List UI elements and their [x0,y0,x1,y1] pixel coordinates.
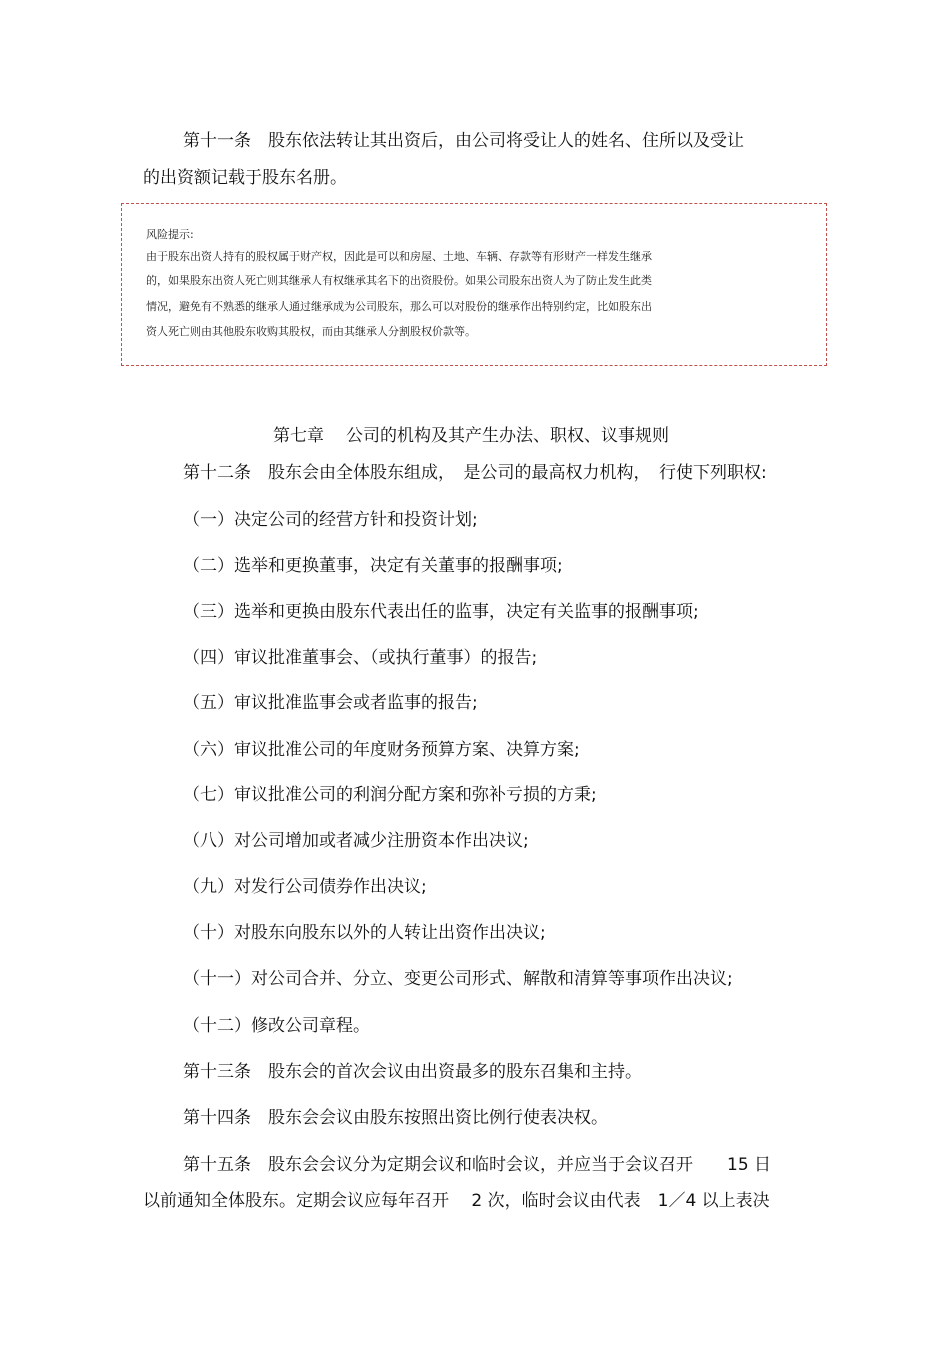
list-item: （七）审议批准公司的利润分配方案和弥补亏损的方秉; [183,785,597,805]
list-item: （十一）对公司合并、分立、变更公司形式、解散和清算等事项作出决议; [183,969,733,989]
risk-line-4: 资人死亡则由其他股东收购其股权，而由其继承人分割股权价款等。 [146,325,476,338]
risk-title: 风险提示: [146,228,194,241]
risk-box [121,203,827,366]
list-item: （十）对股东向股东以外的人转让出资作出决议; [183,923,546,943]
list-item: （六）审议批准公司的年度财务预算方案、决算方案; [183,740,580,760]
article-14: 第十四条 股东会会议由股东按照出资比例行使表决权。 [183,1108,608,1128]
article-15-line-2: 以前通知全体股东。定期会议应每年召开 2 次，临时会议由代表 1／4 以上表决 [143,1191,770,1211]
list-item: （五）审议批准监事会或者监事的报告; [183,693,478,713]
list-item: （十二）修改公司章程。 [183,1016,370,1036]
article-11-line-2: 的出资额记载于股东名册。 [143,168,347,188]
list-item: （四）审议批准董事会、（或执行董事）的报告; [183,648,538,668]
risk-line-2: 的，如果股东出资人死亡则其继承人有权继承其名下的出资股份。如果公司股东出资人为了防止发生此类 [146,274,652,287]
risk-line-3: 情况，避免有不熟悉的继承人通过继承成为公司股东，那么可以对股份的继承作出特别约定，比如股东出 [146,300,652,313]
list-item: （一）决定公司的经营方针和投资计划; [183,510,478,530]
risk-line-1: 由于股东出资人持有的股权属于财产权，因此是可以和房屋、土地、车辆、存款等有形财产一样发生继承 [146,250,652,263]
chapter-title: 公司的机构及其产生办法、职权、议事规则 [346,426,669,446]
article-11-line-1: 第十一条 股东依法转让其出资后，由公司将受让人的姓名、住所以及受让 [183,131,744,151]
list-item: （二）选举和更换董事，决定有关董事的报酬事项; [183,556,563,576]
list-item: （三）选举和更换由股东代表出任的监事，决定有关监事的报酬事项; [183,602,699,622]
article-15-line-1: 第十五条 股东会会议分为定期会议和临时会议，并应当于会议召开 15 日 [183,1155,772,1175]
article-12-intro: 第十二条 股东会由全体股东组成， 是公司的最高权力机构， 行使下列职权: [183,463,767,483]
chapter-number: 第七章 [273,426,324,446]
list-item: （九）对发行公司债券作出决议; [183,877,427,897]
chapter-heading [273,426,669,446]
list-item: （八）对公司增加或者减少注册资本作出决议; [183,831,529,851]
article-13: 第十三条 股东会的首次会议由出资最多的股东召集和主持。 [183,1062,642,1082]
